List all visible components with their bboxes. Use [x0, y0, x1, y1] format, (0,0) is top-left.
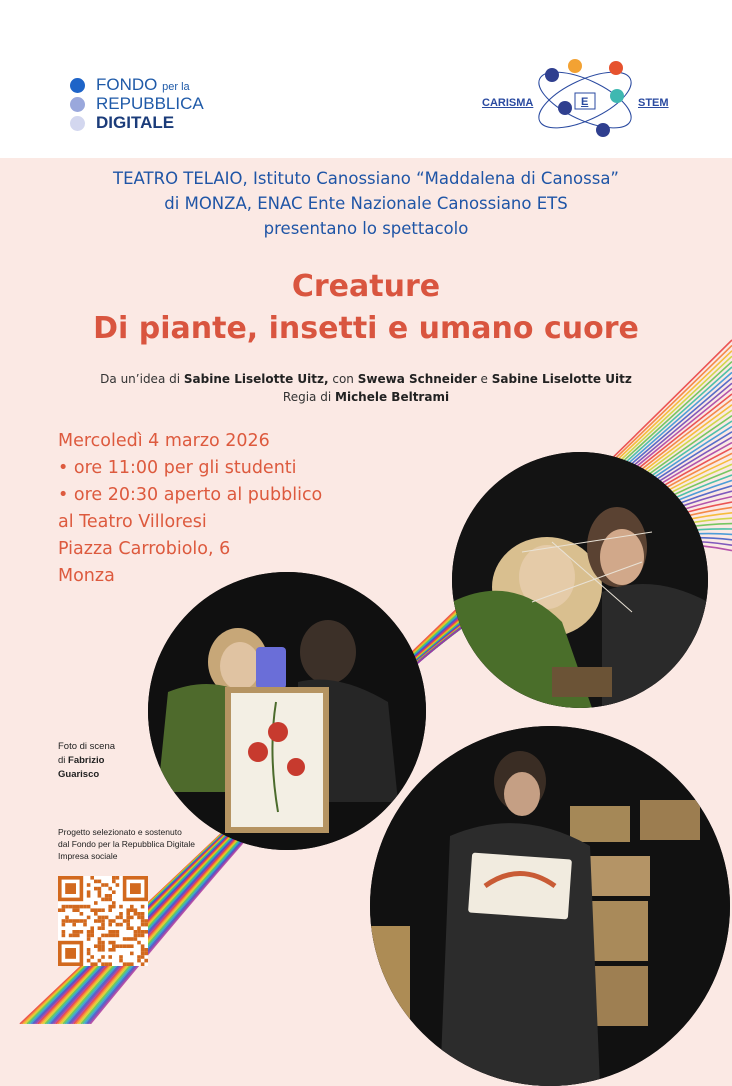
event-time-public: • ore 20:30 aperto al pubblico [58, 485, 323, 505]
stage-photo-bottom-right [370, 726, 730, 1086]
header-band: FONDO per la REPUBBLICA DIGITALE CARISMA E STEM [0, 0, 732, 158]
photo-credit: Foto di scena di Fabrizio Guarisco [58, 741, 116, 780]
project-note: Progetto selezionato e sostenuto dal Fondo per la Repubblica Digitale Impresa sociale [58, 827, 196, 861]
event-details [58, 428, 322, 590]
event-city: Monza [58, 566, 115, 586]
event-address: Piazza Carrobiolo, 6 [58, 539, 231, 559]
event-time-students: • ore 11:00 per gli studenti [58, 458, 297, 478]
carisma-e-stem-logo: CARISMA E STEM [470, 55, 680, 145]
stage-photo-middle-left [148, 572, 426, 850]
show-title: Creature Di piante, insetti e umano cuore [93, 269, 639, 346]
event-venue: al Teatro Villoresi [58, 512, 207, 532]
stage-photo-top-right [452, 452, 708, 708]
qr-code[interactable] [58, 876, 148, 966]
show-credits: Da un’idea di Sabine Liselotte Uitz, con Swewa Schneider e Sabine Liselotte Uitz Regia di Michele Beltrami [100, 372, 632, 404]
event-date: Mercoledì 4 marzo 2026 [58, 431, 270, 451]
presenters-block: TEATRO TELAIO, Istituto Canossiano “Maddalena di Canossa” di MONZA, ENAC Ente Nazionale Canossiano ETS presentano lo spettacolo [113, 169, 619, 238]
